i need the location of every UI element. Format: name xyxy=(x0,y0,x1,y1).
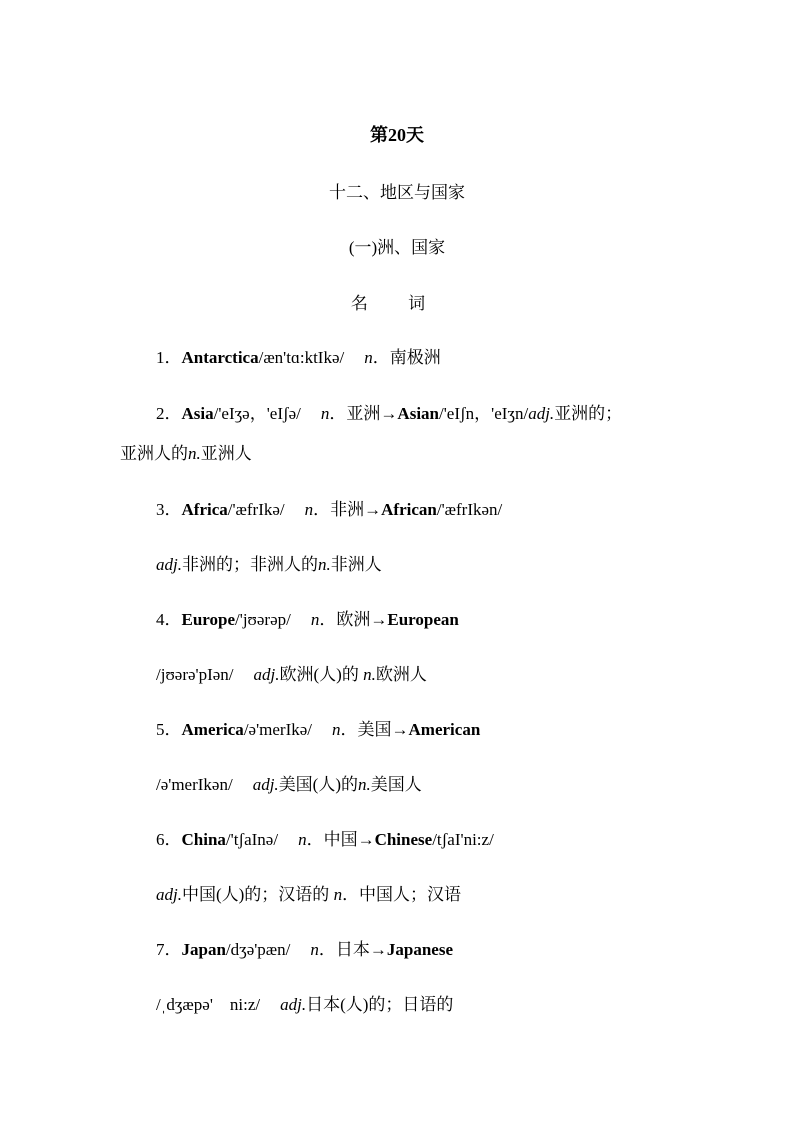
meaning: 非洲的；非洲人的 xyxy=(181,555,318,574)
vocab-entry-4-continued xyxy=(0,664,794,686)
derived-word: American xyxy=(408,720,481,739)
meaning: ．中国人；汉语 xyxy=(342,885,462,904)
part-of-speech: n xyxy=(320,404,330,423)
derived-phonetic: /ə'merIkən/ xyxy=(156,775,233,794)
part-of-speech: n xyxy=(298,830,307,849)
derived-meaning: 亚洲的； xyxy=(554,404,623,423)
part-of-speech: n. xyxy=(317,555,331,574)
meaning: 美国(人)的 xyxy=(278,775,359,794)
phonetic: /dʒə'pæn/ xyxy=(225,940,291,959)
meaning: ．非洲→ xyxy=(313,500,382,519)
headword: Africa xyxy=(181,500,228,519)
part-of-speech: n. xyxy=(363,665,376,684)
derived-phonetic: /'æfrIkən/ xyxy=(436,500,503,519)
entry-number: 3． xyxy=(156,500,182,519)
headword: Europe xyxy=(181,610,236,629)
meaning: 中国(人)的；汉语的 xyxy=(181,885,334,904)
part-of-speech: adj. xyxy=(156,885,182,904)
phonetic: /'æfrIkə/ xyxy=(227,500,285,519)
vocab-entry-2 xyxy=(0,403,794,425)
derived-part-of-speech: adj. xyxy=(528,404,555,423)
meaning: ．欧洲→ xyxy=(319,610,388,629)
part-of-speech: n xyxy=(332,720,341,739)
part-of-speech: adj. xyxy=(156,555,182,574)
part-of-speech: n. xyxy=(188,444,201,463)
vocab-entry-3 xyxy=(0,499,794,521)
vocab-entry-5 xyxy=(0,719,794,741)
vocab-entry-6-continued xyxy=(0,884,794,906)
part-of-speech: n xyxy=(310,940,319,959)
entry-number: 2． xyxy=(156,404,182,423)
headword: China xyxy=(181,830,226,849)
entry-number: 4． xyxy=(156,610,182,629)
phonetic: /æn'tɑ:ktIkə/ xyxy=(258,348,345,367)
entry-number: 6． xyxy=(156,830,182,849)
page-title: 第20天 xyxy=(370,125,424,145)
derived-word: Japanese xyxy=(386,940,453,959)
subsection-heading: (一)洲、国家 xyxy=(348,238,446,257)
part-of-speech: n. xyxy=(358,775,371,794)
derived-phonetic: /tʃaI'ni:z/ xyxy=(432,830,494,849)
section-heading: 十二、地区与国家 xyxy=(329,183,465,202)
derived-phonetic: /ˌdʒæpə' ni:z/ xyxy=(156,995,261,1014)
vocab-entry-1 xyxy=(0,347,794,369)
phonetic: /ə'merIkə/ xyxy=(243,720,313,739)
part-of-speech: n xyxy=(310,610,320,629)
meaning: ．美国→ xyxy=(340,720,409,739)
meaning: 非洲人 xyxy=(330,555,382,574)
part-of-speech: n xyxy=(304,500,314,519)
headword: America xyxy=(181,720,244,739)
part-of-speech: adj. xyxy=(280,995,307,1014)
derived-word: African xyxy=(381,500,437,519)
meaning: 美国人 xyxy=(370,775,422,794)
derived-word: European xyxy=(387,610,459,629)
meaning: ．中国→ xyxy=(306,830,375,849)
meaning: 亚洲人的 xyxy=(120,444,188,463)
entry-number: 7． xyxy=(156,940,182,959)
vocab-entry-2-continued xyxy=(0,443,794,465)
category-heading: 名 词 xyxy=(350,294,444,313)
meaning: ．亚洲→ xyxy=(329,404,398,423)
vocab-entry-7 xyxy=(0,939,794,961)
phonetic: /'eIʒə，'eIʃə/ xyxy=(213,404,301,423)
vocab-entry-3-continued xyxy=(0,554,794,576)
part-of-speech: n xyxy=(364,348,373,367)
derived-word: Asian xyxy=(397,404,439,423)
vocab-entry-5-continued xyxy=(0,774,794,796)
derived-word: Chinese xyxy=(374,830,433,849)
meaning: ．日本→ xyxy=(318,940,387,959)
headword: Antarctica xyxy=(181,348,259,367)
derived-phonetic: /jʊərə'pIən/ xyxy=(156,665,234,684)
phonetic: /'jʊərəp/ xyxy=(235,610,291,629)
meaning: 日本(人)的；日语的 xyxy=(306,995,454,1014)
headword: Japan xyxy=(181,940,226,959)
meaning: 欧洲人 xyxy=(375,665,427,684)
part-of-speech: adj. xyxy=(252,775,279,794)
vocab-entry-7-continued xyxy=(0,994,794,1016)
part-of-speech: n xyxy=(333,885,343,904)
derived-phonetic: /'eIʃn，'eIʒn/ xyxy=(439,404,529,423)
vocab-entry-4 xyxy=(0,609,794,631)
meaning: 亚洲人 xyxy=(200,444,252,463)
vocab-entry-6 xyxy=(0,829,794,851)
entry-number: 1． xyxy=(156,348,182,367)
meaning: ．南极洲 xyxy=(372,348,441,367)
entry-number: 5． xyxy=(156,720,182,739)
part-of-speech: adj. xyxy=(253,665,280,684)
meaning: 欧洲(人)的 xyxy=(279,665,359,684)
phonetic: /'tʃaInə/ xyxy=(225,830,279,849)
headword: Asia xyxy=(181,404,214,423)
